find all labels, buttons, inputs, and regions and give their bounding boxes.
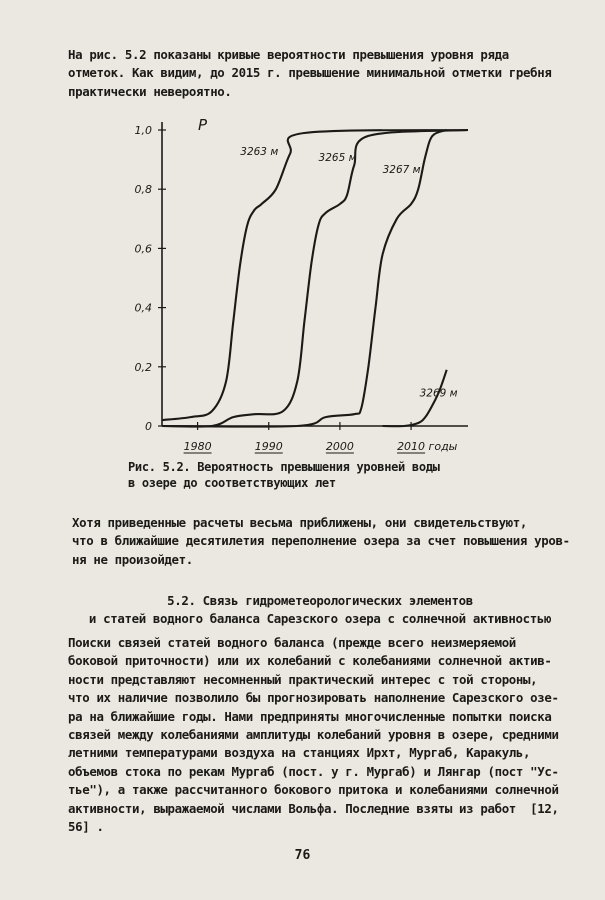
chart-series xyxy=(162,130,468,427)
body-line: летними температурами воздуха на станциях Ирхт, Мургаб, Каракуль, xyxy=(68,745,531,761)
page-number: 76 xyxy=(294,848,311,863)
intro-line: отметок. Как видим, до 2015 г. превышение минимальной отметки гребня xyxy=(68,65,552,81)
body-line: связей между колебаниями амплитуды колебаний уровня в озере, средними xyxy=(68,727,559,743)
caption-line: в озере до соответствующих лет xyxy=(128,475,336,490)
y-tick-labels xyxy=(135,124,153,433)
intro-line: практически невероятно. xyxy=(68,83,232,99)
section-heading: 5.2. Связь гидрометеорологических элементов xyxy=(167,593,473,608)
intro-paragraph xyxy=(68,46,551,101)
figure-caption xyxy=(128,460,440,491)
y-tick-label: 0 xyxy=(145,420,152,433)
body-line: активности, выражаемой числами Вольфа. Последние взяты из работ [12, xyxy=(68,800,559,816)
body-line: 56] . xyxy=(68,819,104,835)
body-line: тье"), а также рассчитанного бокового притока и колебаниями солнечной xyxy=(68,782,559,798)
y-axis-title: P xyxy=(198,116,208,134)
body-line: ности представляют несомненный практический интерес с той стороны, xyxy=(68,671,538,687)
section-subheading: и статей водного баланса Сарезского озера с солнечной активностью xyxy=(88,611,552,626)
x-tick-label: 1980 xyxy=(183,440,212,453)
body-line: ра на ближайшие годы. Нами предприняты многочисленные попытки поиска xyxy=(68,708,552,724)
curve-label: 3265 м xyxy=(318,152,357,165)
body-line: боковой приточности) или их колебаний с колебаниями солнечной актив- xyxy=(68,653,552,669)
y-tick-label: 1,0 xyxy=(134,124,152,137)
x-tick-label: 2010 годы xyxy=(397,440,458,453)
y-tick-label: 0,8 xyxy=(134,183,152,197)
y-tick-label: 0,6 xyxy=(134,242,152,256)
conclusion-line: Хотя приведенные расчеты весьма приближены, они свидетельствуют, xyxy=(72,515,528,530)
y-tick-label: 0,4 xyxy=(134,301,152,315)
x-tick-label: 2000 xyxy=(325,440,354,453)
conclusion-line: ня не произойдет. xyxy=(72,551,193,567)
caption-line: Рис. 5.2. Вероятность превышения уровней воды xyxy=(128,460,440,474)
body-line: объемов стока по рекам Мургаб (пост. у г. Мургаб) и Лянгар (пост "Ус- xyxy=(68,763,559,779)
x-tick-label: 1990 xyxy=(254,440,283,453)
section-body xyxy=(68,634,559,836)
body-line: Поиски связей статей водного баланса (прежде всего неизмеряемой xyxy=(68,635,516,650)
y-tick-label: 0,2 xyxy=(134,360,152,374)
conclusion-line: что в ближайшие десятилетия переполнение озера за счет повышения уров- xyxy=(72,533,570,549)
conclusion-paragraph xyxy=(72,514,570,569)
curve-label: 3269 м xyxy=(419,387,458,400)
body-line: что их наличие позволило бы прогнозировать наполнение Сарезского озе- xyxy=(68,690,559,706)
curve-label: 3263 м xyxy=(240,146,279,159)
curve-label: 3267 м xyxy=(382,163,421,176)
probability-chart xyxy=(100,108,500,460)
intro-line: На рис. 5.2 показаны кривые вероятности превышения уровня ряда xyxy=(68,47,509,62)
